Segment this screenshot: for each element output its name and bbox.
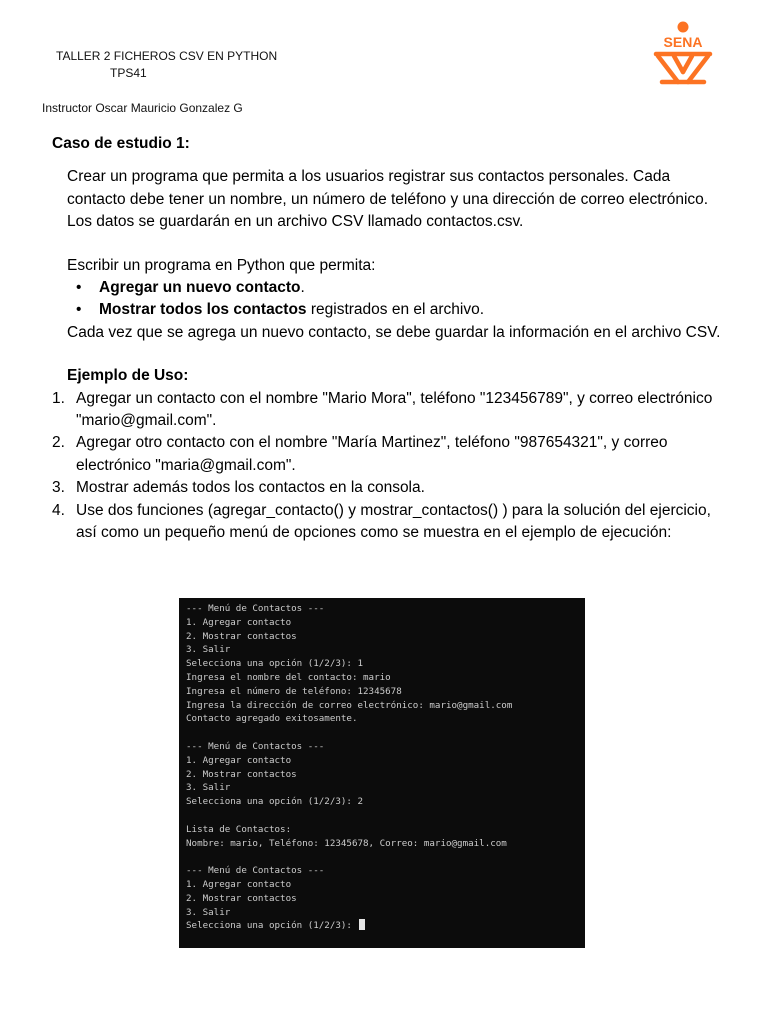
console-line: 1. Agregar contacto bbox=[186, 878, 292, 890]
console-line bbox=[186, 726, 578, 740]
console-line: Ingresa el número de teléfono: 12345678 bbox=[186, 685, 402, 697]
console-line: --- Menú de Contactos --- bbox=[186, 865, 325, 877]
sena-logo-text: SENA bbox=[663, 34, 703, 50]
instructor-name: Instructor Oscar Mauricio Gonzalez G bbox=[42, 101, 243, 115]
console-line: Selecciona una opción (1/2/3): 1 bbox=[186, 658, 364, 670]
step-item: 2. Agregar otro contacto con el nombre "María Martinez", teléfono "987654321", y correo electrónico "maria@gmail.com". bbox=[52, 434, 668, 474]
step-item: 1. Agregar un contacto con el nombre "Mario Mora", teléfono "123456789", y correo electrónico "mario@gmail.com". bbox=[52, 389, 713, 430]
console-line: 3. Salir bbox=[186, 782, 231, 794]
console-line: Selecciona una opción (1/2/3): bbox=[186, 919, 578, 933]
step-item: 3. Mostrar además todos los contactos en la consola. bbox=[52, 479, 425, 497]
console-line: --- Menú de Contactos --- bbox=[186, 603, 325, 614]
console-line: 2. Mostrar contactos bbox=[186, 768, 297, 780]
step-item: 4. Use dos funciones (agregar_contacto() y mostrar_contactos() ) para la solución del ejercicio, así como un pequeño menú de opciones como se muestra en el ejemplo de ejecución: bbox=[52, 501, 711, 542]
console-line: 1. Agregar contacto bbox=[186, 616, 292, 628]
console-line: Selecciona una opción (1/2/3): 2 bbox=[186, 796, 364, 808]
console-line: Ingresa el nombre del contacto: mario bbox=[186, 671, 391, 683]
console-line: 3. Salir bbox=[186, 906, 231, 918]
sena-logo bbox=[648, 20, 718, 88]
console-screenshot bbox=[179, 598, 585, 948]
case-title: Caso de estudio 1: bbox=[52, 135, 190, 152]
case-intro: Crear un programa que permita a los usuarios registrar sus contactos personales. Cada contacto debe tener un nombre, un número de teléfono y una dirección de correo electrónico. Los datos se guardarán en un archivo CSV llamado contactos.csv. bbox=[67, 168, 709, 231]
console-line: 2. Mostrar contactos bbox=[186, 630, 297, 642]
console-line bbox=[186, 809, 578, 823]
console-line bbox=[186, 850, 578, 864]
console-line: 2. Mostrar contactos bbox=[186, 892, 297, 904]
case-task: Escribir un programa en Python que permita: bbox=[67, 256, 376, 274]
console-line: 1. Agregar contacto bbox=[186, 754, 292, 766]
console-line: Lista de Contactos: bbox=[186, 823, 292, 835]
case-note: Cada vez que se agrega un nuevo contacto, se debe guardar la información en el archivo CSV. bbox=[67, 323, 721, 341]
requirement-item: • Mostrar todos los contactos registrados en el archivo. bbox=[52, 299, 722, 321]
cursor-icon bbox=[359, 919, 365, 930]
document-title: TALLER 2 FICHEROS CSV EN PYTHON bbox=[56, 49, 278, 63]
example-steps bbox=[52, 388, 722, 545]
document-body bbox=[52, 133, 722, 545]
console-line: 3. Salir bbox=[186, 644, 231, 656]
example-title: Ejemplo de Uso: bbox=[67, 367, 189, 385]
console-line: Ingresa la dirección de correo electrónico: mario@gmail.com bbox=[186, 699, 513, 711]
requirements-list bbox=[52, 277, 722, 322]
console-line: Contacto agregado exitosamente. bbox=[186, 713, 358, 725]
console-line: Nombre: mario, Teléfono: 12345678, Correo: mario@gmail.com bbox=[186, 837, 507, 849]
console-line: --- Menú de Contactos --- bbox=[186, 740, 325, 752]
requirement-item: • Agregar un nuevo contacto. bbox=[52, 277, 722, 299]
course-code: TPS41 bbox=[110, 66, 147, 80]
